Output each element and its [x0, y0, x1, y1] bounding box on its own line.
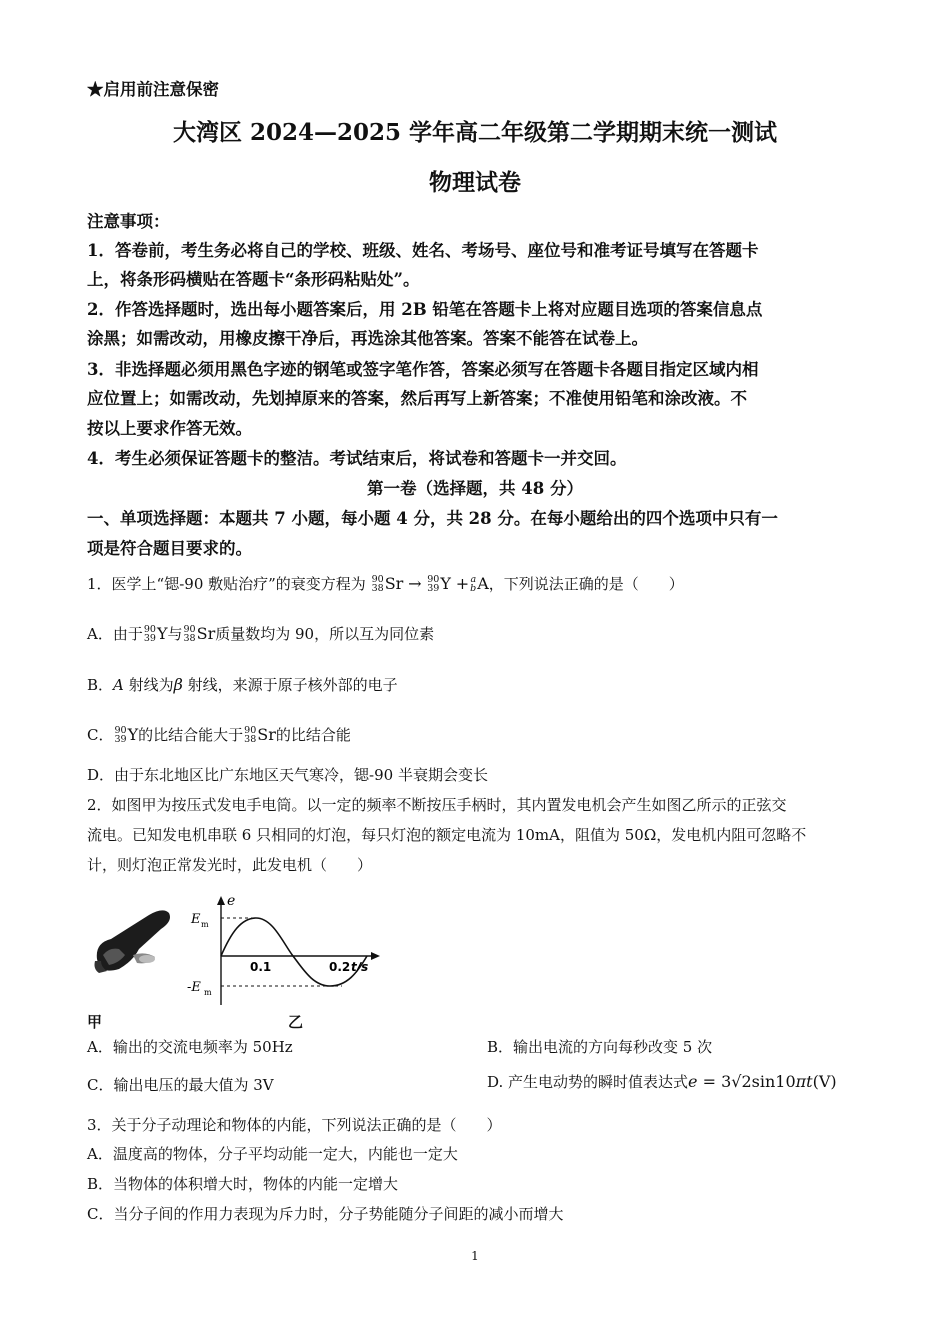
q2-stem-line: 计，则灯泡正常发光时，此发电机（ ） [87, 856, 373, 874]
axis-label-e: e [227, 893, 236, 909]
q1-option-b: B．A 射线为β 射线，来源于原子核外部的电子 [87, 675, 398, 694]
sine-wave-graph [187, 893, 397, 1011]
exam-title: 大湾区 2024—2025 学年高二年级第二学期期末统一测试 [172, 119, 778, 146]
notice-line: 3．非选择题必须用黑色字迹的钢笔或签字笔作答，答案必须写在答题卡各题目指定区域内相 [87, 360, 759, 379]
nuclide-a-numbers: a b [470, 573, 477, 594]
tick-label: 0.2 [329, 960, 351, 974]
axis-label-neg-em: -E [187, 980, 201, 995]
figure-label-jia: 甲 [87, 1013, 103, 1031]
q2-stem-line: 流电。已知发电机串联 6 只相同的灯泡，每只灯泡的额定电流为 10mA，阻值为 50Ω，发电机内阻可忽略不 [87, 826, 807, 844]
notice-line: 涂黑；如需改动，用橡皮擦干净后，再选涂其他答案。答案不能答在试卷上。 [87, 329, 648, 348]
q2-option-c: C．输出电压的最大值为 3V [87, 1076, 274, 1094]
q3-option-a: A．温度高的物体，分子平均动能一定大，内能也一定大 [87, 1145, 458, 1163]
svg-text:m: m [201, 920, 209, 929]
subject-title: 物理试卷 [429, 169, 521, 196]
axis-label-em: E [191, 912, 201, 927]
q2-figure [87, 893, 397, 1033]
notice-line: 1．答卷前，考生务必将自己的学校、班级、姓名、考场号、座位号和准考证号填写在答题卡 [87, 241, 759, 260]
notice-line: 应位置上；如需改动，先划掉原来的答案，然后再写上新答案；不准使用铅笔和涂改液。不 [87, 389, 747, 408]
figure-label-yi: 乙 [288, 1013, 304, 1031]
nuclide-y-numbers: 90 39 [427, 573, 440, 594]
notice-line: 上，将条形码横贴在答题卡“条形码粘贴处”。 [87, 270, 420, 289]
notice-line: 按以上要求作答无效。 [87, 419, 252, 438]
q1-option-c: C． 90 39 Y的比结合能大于 90 38 Sr的比结合能 [87, 724, 351, 745]
q3-option-c: C．当分子间的作用力表现为斥力时，分子势能随分子间距的减小而增大 [87, 1205, 564, 1223]
sine-curve [221, 918, 367, 986]
flashlight-photo-icon [89, 899, 173, 989]
q2-option-a: A．输出的交流电频率为 50Hz [87, 1038, 293, 1056]
confidential-mark: ★启用前注意保密 [87, 80, 219, 99]
nuclide-sr-numbers: 90 38 [371, 573, 384, 594]
section-title: 第一卷（选择题，共 48 分） [367, 479, 583, 498]
q2-option-b: B．输出电流的方向每秒改变 5 次 [487, 1038, 713, 1056]
q3-option-b: B．当物体的体积增大时，物体的内能一定增大 [87, 1175, 399, 1193]
q3-stem: 3．关于分子动理论和物体的内能，下列说法正确的是（ ） [87, 1116, 502, 1134]
axis-label-t: t/s [351, 960, 369, 974]
section-intro: 项是符合题目要求的。 [87, 539, 252, 558]
q1-option-a: A．由于 90 39 Y与 90 38 Sr质量数均为 90，所以互为同位素 [87, 623, 435, 644]
q1-option-d: D．由于东北地区比广东地区天气寒冷，锶-90 半衰期会变长 [87, 766, 488, 784]
svg-text:m: m [204, 988, 212, 997]
tick-label: 0.1 [250, 960, 272, 974]
notice-line: 4．考生必须保证答题卡的整洁。考试结束后，将试卷和答题卡一并交回。 [87, 449, 627, 468]
page-number: 1 [471, 1249, 479, 1263]
notice-line: 2．作答选择题时，选出每小题答案后，用 2B 铅笔在答题卡上将对应题目选项的答案信息点 [87, 300, 763, 319]
q1-stem: 1．医学上“锶-90 敷贴治疗”的衰变方程为 90 38 Sr → 90 39 Y + a b A，下列说法正确的是（ ） [87, 573, 684, 594]
notice-heading: 注意事项： [87, 212, 170, 231]
q2-stem-line: 2．如图甲为按压式发电手电筒。以一定的频率不断按压手柄时，其内置发电机会产生如图乙所示的正弦交 [87, 796, 787, 814]
section-intro: 一、单项选择题：本题共 7 小题，每小题 4 分，共 28 分。在每小题给出的四个选项中只有一 [87, 509, 778, 528]
q2-option-d: D. 产生电动势的瞬时值表达式e = 3√2sin10πt(V) [487, 1072, 837, 1091]
